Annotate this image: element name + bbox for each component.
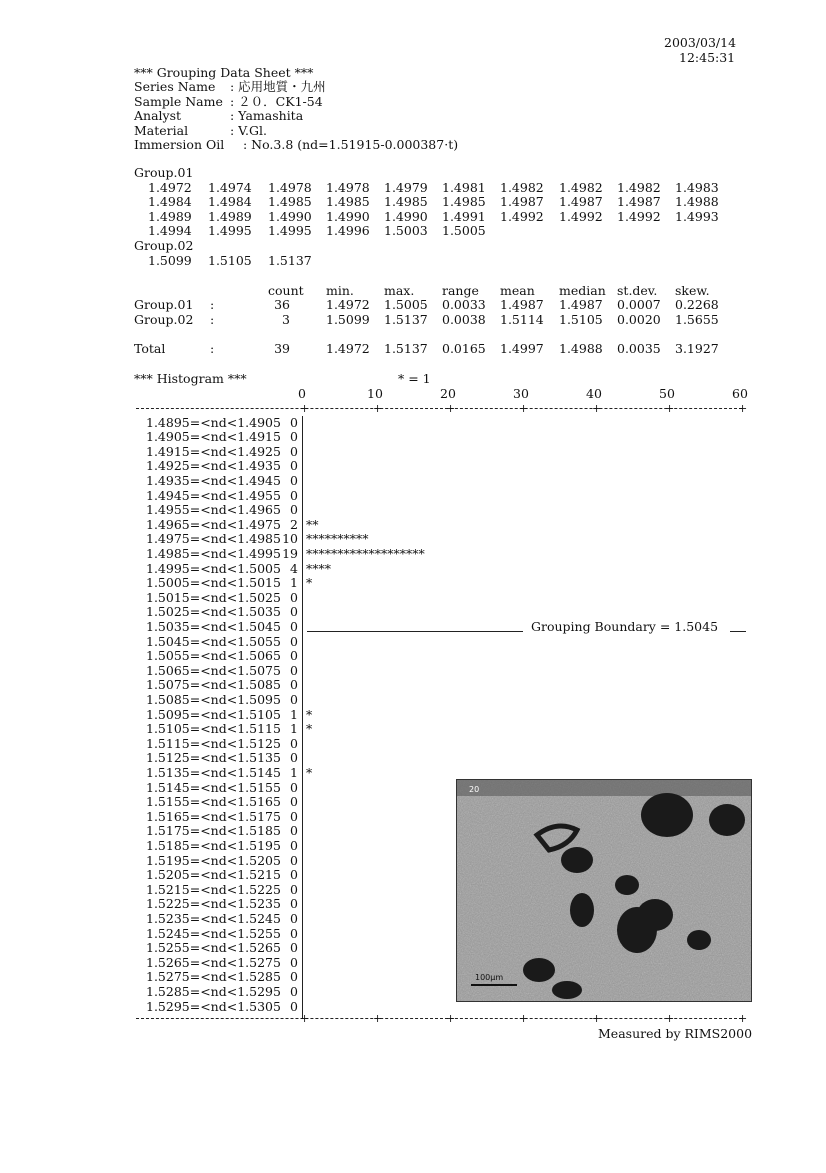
bin-range: 1.5045=<nd<1.5055 xyxy=(146,633,281,649)
bin-count: 0 xyxy=(290,823,298,839)
bin-count: 1 xyxy=(290,575,298,591)
bin-range: 1.4975=<nd<1.4985 xyxy=(146,531,281,547)
group-value: 1.4982 xyxy=(500,179,544,195)
bin-count: 0 xyxy=(290,633,298,649)
group-value: 1.5105 xyxy=(208,252,252,268)
group-value: 1.4981 xyxy=(442,179,486,195)
stats-row-label: Group.01 xyxy=(134,297,194,312)
bin-range: 1.4935=<nd<1.4945 xyxy=(146,472,281,488)
bin-range: 1.4905=<nd<1.4915 xyxy=(146,429,281,445)
stats-cell: 1.5005 xyxy=(384,297,428,312)
axis-tick-label: 50 xyxy=(659,386,675,401)
measured-by-footer: Measured by RIMS2000 xyxy=(598,1026,753,1041)
bin-bar: * xyxy=(306,721,313,737)
grouping-boundary-line-tail xyxy=(730,631,746,632)
bin-count: 1 xyxy=(290,721,298,737)
axis-tick-label: 0 xyxy=(298,386,306,401)
group-value: 1.4992 xyxy=(500,208,544,224)
axis-tick-mark: + xyxy=(738,1012,748,1025)
stats-header: skew. xyxy=(675,283,710,298)
group-value: 1.5137 xyxy=(268,252,312,268)
bin-range: 1.5115=<nd<1.5125 xyxy=(146,735,281,751)
group-value: 1.4988 xyxy=(675,194,719,210)
stats-cell: 1.4988 xyxy=(559,341,603,356)
axis-tick-mark: + xyxy=(519,402,529,415)
bin-range: 1.5265=<nd<1.5275 xyxy=(146,954,281,970)
bin-bar: ******************* xyxy=(306,545,425,561)
stats-header: range xyxy=(442,283,479,298)
bin-bar: * xyxy=(306,575,313,591)
bin-range: 1.5175=<nd<1.5185 xyxy=(146,823,281,839)
bin-count: 1 xyxy=(290,764,298,780)
group-value: 1.4991 xyxy=(442,208,486,224)
bin-range: 1.5205=<nd<1.5215 xyxy=(146,867,281,883)
bin-range: 1.5255=<nd<1.5265 xyxy=(146,940,281,956)
report-date: 2003/03/14 xyxy=(664,35,737,50)
field-sample-name: Sample Name : ２０．CK1-54 xyxy=(134,93,323,109)
bin-range: 1.5035=<nd<1.5045 xyxy=(146,618,281,634)
stats-row-separator: : xyxy=(210,341,215,356)
bin-range: 1.5135=<nd<1.5145 xyxy=(146,764,281,780)
bin-count: 0 xyxy=(290,662,298,678)
bin-count: 0 xyxy=(290,867,298,883)
bin-count: 2 xyxy=(290,516,298,532)
axis-tick-label: 30 xyxy=(513,386,529,401)
micrograph-photo xyxy=(456,779,752,1002)
bin-range: 1.5025=<nd<1.5035 xyxy=(146,604,281,620)
group-value: 1.5003 xyxy=(384,223,428,239)
group-value: 1.4987 xyxy=(617,194,661,210)
group-value: 1.4982 xyxy=(559,179,603,195)
bin-count: 0 xyxy=(290,502,298,518)
stats-cell: 39 xyxy=(274,341,290,356)
bin-count: 19 xyxy=(282,545,298,561)
group-value: 1.4990 xyxy=(384,208,428,224)
field-material: Material : V.Gl. xyxy=(134,122,267,138)
bin-bar: **** xyxy=(306,560,331,576)
photo-corner-label: 20 xyxy=(469,785,480,794)
stats-cell: 1.5655 xyxy=(675,312,719,327)
stats-header: min. xyxy=(326,283,354,298)
bin-range: 1.5145=<nd<1.5155 xyxy=(146,779,281,795)
stats-cell: 0.0165 xyxy=(442,341,486,356)
bin-range: 1.4965=<nd<1.4975 xyxy=(146,516,281,532)
stats-cell: 1.5137 xyxy=(384,312,428,327)
bin-bar: ** xyxy=(306,516,319,532)
bin-count: 1 xyxy=(290,706,298,722)
group-value: 1.4974 xyxy=(208,179,252,195)
axis-tick-mark: + xyxy=(446,1012,456,1025)
bin-range: 1.5235=<nd<1.5245 xyxy=(146,910,281,926)
stats-row-label: Total xyxy=(134,341,166,356)
group-value: 1.4995 xyxy=(268,223,312,239)
bin-count: 0 xyxy=(290,750,298,766)
histogram-count-divider xyxy=(302,416,303,1018)
bin-range: 1.5125=<nd<1.5135 xyxy=(146,750,281,766)
bin-count: 0 xyxy=(290,837,298,853)
stats-header: mean xyxy=(500,283,535,298)
stats-cell: 0.0007 xyxy=(617,297,661,312)
stats-cell: 0.0035 xyxy=(617,341,661,356)
field-immersion-oil: Immersion Oil : No.3.8 (nd=1.51915-0.000387·t) xyxy=(134,137,459,153)
axis-tick-mark: + xyxy=(519,1012,529,1025)
bin-range: 1.5005=<nd<1.5015 xyxy=(146,575,281,591)
bin-range: 1.5245=<nd<1.5255 xyxy=(146,925,281,941)
group-value: 1.4994 xyxy=(148,223,192,239)
axis-tick-mark: + xyxy=(665,1012,675,1025)
bin-range: 1.5085=<nd<1.5095 xyxy=(146,691,281,707)
sheet-title: *** Grouping Data Sheet *** xyxy=(134,65,314,80)
stats-cell: 0.0038 xyxy=(442,312,486,327)
bin-range: 1.5155=<nd<1.5165 xyxy=(146,794,281,810)
axis-tick-mark: + xyxy=(592,1012,602,1025)
axis-tick-label: 40 xyxy=(586,386,602,401)
stats-header: count xyxy=(268,283,304,298)
stats-row-separator: : xyxy=(210,297,215,312)
bin-count: 0 xyxy=(290,429,298,445)
grouping-boundary-label: Grouping Boundary = 1.5045 xyxy=(531,618,719,634)
stats-cell: 0.0033 xyxy=(442,297,486,312)
group-value: 1.4995 xyxy=(208,223,252,239)
bin-range: 1.5095=<nd<1.5105 xyxy=(146,706,281,722)
bin-count: 0 xyxy=(290,983,298,999)
stats-header: median xyxy=(559,283,606,298)
stats-cell: 1.4997 xyxy=(500,341,544,356)
bin-count: 0 xyxy=(290,589,298,605)
stats-row-separator: : xyxy=(210,312,215,327)
bin-range: 1.5065=<nd<1.5075 xyxy=(146,662,281,678)
group-value: 1.4984 xyxy=(148,194,192,210)
group-value: 1.4990 xyxy=(268,208,312,224)
bin-count: 0 xyxy=(290,998,298,1014)
bin-range: 1.5195=<nd<1.5205 xyxy=(146,852,281,868)
stats-cell: 36 xyxy=(274,297,290,312)
histogram-scale-note: * = 1 xyxy=(398,371,431,386)
micrograph-image xyxy=(457,780,751,1001)
field-analyst: Analyst : Yamashita xyxy=(134,108,304,124)
group-value: 1.4989 xyxy=(208,208,252,224)
group-value: 1.4990 xyxy=(326,208,370,224)
bin-range: 1.5285=<nd<1.5295 xyxy=(146,983,281,999)
bin-count: 0 xyxy=(290,735,298,751)
axis-tick-label: 60 xyxy=(732,386,748,401)
group-value: 1.4972 xyxy=(148,179,192,195)
axis-tick-mark: + xyxy=(300,402,310,415)
axis-tick-mark: + xyxy=(665,402,675,415)
group-value: 1.5099 xyxy=(148,252,192,268)
bin-count: 0 xyxy=(290,618,298,634)
bin-count: 0 xyxy=(290,910,298,926)
axis-dashed-line xyxy=(136,408,742,409)
group-value: 1.4987 xyxy=(559,194,603,210)
bin-count: 0 xyxy=(290,896,298,912)
bin-range: 1.5225=<nd<1.5235 xyxy=(146,896,281,912)
axis-dashed-line xyxy=(136,1018,742,1019)
bin-count: 0 xyxy=(290,808,298,824)
histogram-title: *** Histogram *** xyxy=(134,371,247,386)
group-value: 1.4982 xyxy=(617,179,661,195)
bin-count: 0 xyxy=(290,458,298,474)
axis-tick-mark: + xyxy=(373,402,383,415)
stats-cell: 1.5099 xyxy=(326,312,370,327)
stats-header: st.dev. xyxy=(617,283,658,298)
group-value: 1.4985 xyxy=(384,194,428,210)
stats-cell: 1.4987 xyxy=(559,297,603,312)
field-series-name: Series Name : 応用地質・九州 xyxy=(134,79,326,94)
grouping-boundary-line xyxy=(307,631,523,632)
stats-row-label: Group.02 xyxy=(134,312,194,327)
group-label: Group.02 xyxy=(134,238,194,253)
bin-count: 0 xyxy=(290,852,298,868)
axis-tick-mark: + xyxy=(592,402,602,415)
bin-count: 0 xyxy=(290,604,298,620)
bin-count: 10 xyxy=(282,531,298,547)
bin-bar: * xyxy=(306,706,313,722)
group-value: 1.4978 xyxy=(268,179,312,195)
group-value: 1.4985 xyxy=(268,194,312,210)
group-value: 1.4989 xyxy=(148,208,192,224)
stats-cell: 0.0020 xyxy=(617,312,661,327)
bin-count: 0 xyxy=(290,794,298,810)
group-value: 1.4978 xyxy=(326,179,370,195)
stats-cell: 1.4987 xyxy=(500,297,544,312)
bin-range: 1.4915=<nd<1.4925 xyxy=(146,443,281,459)
stats-cell: 1.5137 xyxy=(384,341,428,356)
bin-range: 1.5165=<nd<1.5175 xyxy=(146,808,281,824)
bin-count: 0 xyxy=(290,779,298,795)
group-value: 1.4984 xyxy=(208,194,252,210)
report-time: 12:45:31 xyxy=(679,50,736,65)
bin-bar: ********** xyxy=(306,531,369,547)
axis-tick-mark: + xyxy=(446,402,456,415)
bin-range: 1.4925=<nd<1.4935 xyxy=(146,458,281,474)
stats-cell: 1.4972 xyxy=(326,341,370,356)
bin-range: 1.5055=<nd<1.5065 xyxy=(146,648,281,664)
bin-count: 0 xyxy=(290,925,298,941)
bin-count: 0 xyxy=(290,969,298,985)
axis-tick-label: 10 xyxy=(367,386,383,401)
bin-range: 1.4985=<nd<1.4995 xyxy=(146,545,281,561)
group-value: 1.4979 xyxy=(384,179,428,195)
group-value: 1.4987 xyxy=(500,194,544,210)
bin-range: 1.5075=<nd<1.5085 xyxy=(146,677,281,693)
bin-range: 1.4895=<nd<1.4905 xyxy=(146,414,281,430)
bin-count: 0 xyxy=(290,677,298,693)
bin-range: 1.4995=<nd<1.5005 xyxy=(146,560,281,576)
bin-count: 0 xyxy=(290,881,298,897)
group-value: 1.4983 xyxy=(675,179,719,195)
group-value: 1.4992 xyxy=(617,208,661,224)
bin-bar: * xyxy=(306,764,313,780)
group-value: 1.4993 xyxy=(675,208,719,224)
bin-count: 0 xyxy=(290,648,298,664)
axis-tick-mark: + xyxy=(373,1012,383,1025)
bin-count: 4 xyxy=(290,560,298,576)
photo-scale-bar-label: 100μm xyxy=(475,973,504,982)
axis-tick-label: 20 xyxy=(440,386,456,401)
bin-range: 1.4945=<nd<1.4955 xyxy=(146,487,281,503)
stats-cell: 1.4972 xyxy=(326,297,370,312)
stats-cell: 0.2268 xyxy=(675,297,719,312)
bin-range: 1.5295=<nd<1.5305 xyxy=(146,998,281,1014)
bin-range: 1.5215=<nd<1.5225 xyxy=(146,881,281,897)
bin-range: 1.5015=<nd<1.5025 xyxy=(146,589,281,605)
group-value: 1.4985 xyxy=(442,194,486,210)
stats-cell: 1.5114 xyxy=(500,312,544,327)
stats-header: max. xyxy=(384,283,415,298)
bin-count: 0 xyxy=(290,472,298,488)
axis-tick-mark: + xyxy=(300,1012,310,1025)
bin-count: 0 xyxy=(290,954,298,970)
bin-count: 0 xyxy=(290,487,298,503)
stats-cell: 3.1927 xyxy=(675,341,719,356)
bin-count: 0 xyxy=(290,691,298,707)
stats-cell: 1.5105 xyxy=(559,312,603,327)
bin-range: 1.5185=<nd<1.5195 xyxy=(146,837,281,853)
bin-count: 0 xyxy=(290,443,298,459)
bin-count: 0 xyxy=(290,414,298,430)
bin-range: 1.4955=<nd<1.4965 xyxy=(146,502,281,518)
group-value: 1.5005 xyxy=(442,223,486,239)
stats-cell: 3 xyxy=(282,312,290,327)
group-value: 1.4992 xyxy=(559,208,603,224)
axis-tick-mark: + xyxy=(738,402,748,415)
bin-range: 1.5105=<nd<1.5115 xyxy=(146,721,281,737)
group-value: 1.4996 xyxy=(326,223,370,239)
bin-count: 0 xyxy=(290,940,298,956)
group-value: 1.4985 xyxy=(326,194,370,210)
group-label: Group.01 xyxy=(134,165,194,180)
bin-range: 1.5275=<nd<1.5285 xyxy=(146,969,281,985)
